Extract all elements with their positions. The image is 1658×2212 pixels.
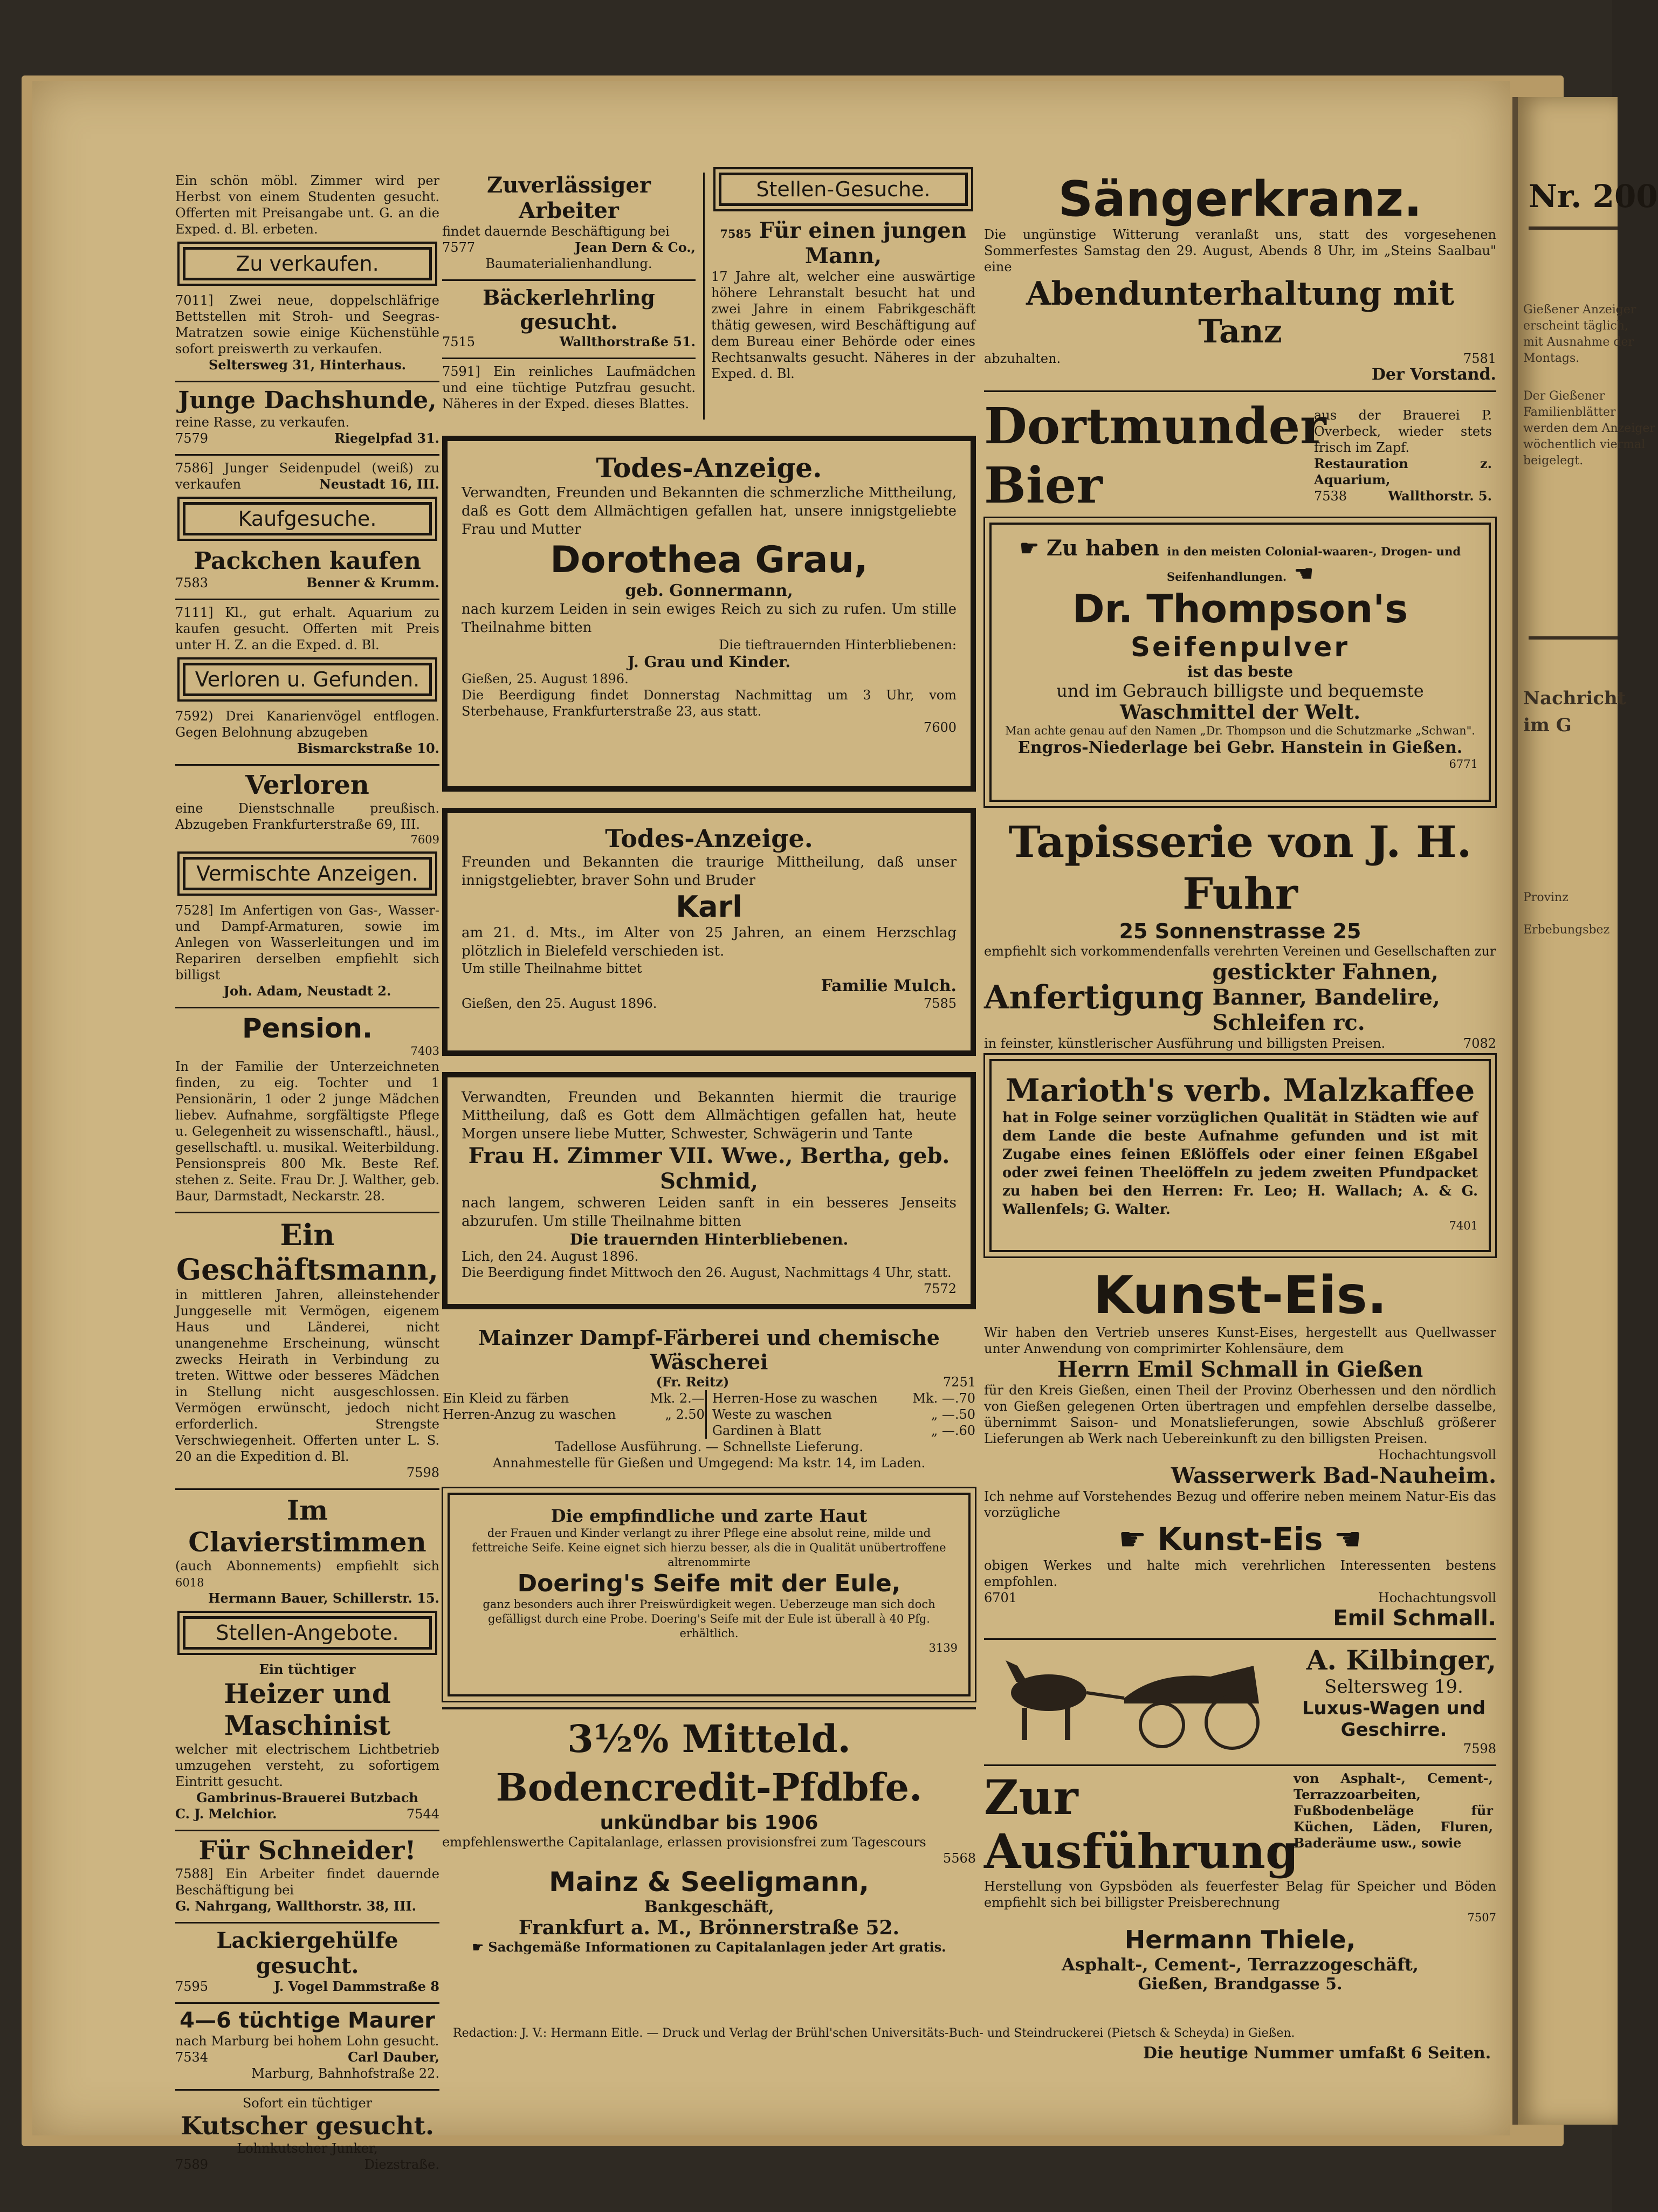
ad-title: Die empfindliche und zarte Haut: [551, 1506, 868, 1526]
bank-name: Mainz & Seeligmann,: [549, 1866, 869, 1898]
ad-aquarium: 7111] Kl., gut erhalt. Aquarium zu kaufen gesucht. Offerten mit Preis unter H. Z. an die Exped. d. Bl.: [175, 605, 439, 652]
notice-text: nach kurzem Leiden in sein ewiges Reich zu sich zu rufen. Um stille Theilnahme bitten: [462, 601, 957, 636]
ad-title: Mitteld. Bodencredit-Pfdbfe.: [496, 1716, 923, 1810]
ad-subtitle: Asphalt-, Cement-, Terrazzogeschäft,: [1062, 1954, 1419, 1975]
ad-address: Wallthorstr. 5.: [1388, 488, 1492, 504]
ad-heizer: [175, 1661, 439, 1822]
ad-slogan: Waschmittel der Welt.: [1120, 701, 1360, 724]
ad-subtitle: (Fr. Reitz): [656, 1374, 730, 1390]
restaurant-name: Restauration z. Aquarium,: [1314, 456, 1492, 487]
adjacent-text: Erbebungsbez: [1523, 923, 1610, 937]
ad-title: Packchen kaufen: [194, 547, 421, 575]
section-stellen-gesuche: Stellen-Gesuche.: [719, 173, 968, 206]
event-title: Abendunterhaltung mit Tanz: [1026, 275, 1455, 351]
ad-arbeiter: [442, 173, 696, 272]
divider: [442, 358, 696, 359]
carriage-illustration: [984, 1644, 1286, 1752]
adjacent-text: Montags.: [1523, 352, 1580, 365]
ad-canaries: [175, 708, 439, 757]
divider: [175, 1830, 439, 1831]
column-2: [442, 173, 976, 1963]
table-cell: „ —.50: [931, 1407, 975, 1422]
ad-kunst-eis: Kunst-Eis. Wir haben den Vertrieb unseres Kunst-Eises, hergestellt aus Quellwasser unter Anwendung von comprimirter Kohlensäure, dem Herrn Emil Schmall in Gießen für den Kreis Gießen, einen Theil der Provinz Oberhessen und den nördlich von Gießen gelegenen Orten übertragen und empfehlen derselbe dasselbe, übernimmt Saison- und Monatslieferungen, sowie Abschluß größerer Lieferungen ab Werk nach Uebereinkunft zu den billigsten Preisen. Hochachtungsvoll Wasserwerk Bad-Nauheim. Ich nehme auf Vorstehendes Bezug und offerire neben meinem Natur-Eis das vorzügliche ☛ Kunst-Eis ☚ obigen Werkes und halte mich verehrlichen Interessenten bestens empfohlen. 6701 Hochachtungsvoll Emil Schmall.: [984, 1265, 1496, 1631]
ad-number: 7583: [175, 575, 209, 590]
ad-number: 7507: [1467, 1911, 1496, 1924]
ad-beds: [175, 292, 439, 373]
ad-number: 7403: [410, 1045, 439, 1057]
ad-text: ist das beste: [1187, 663, 1294, 681]
ad-text: 7592) Drei Kanarienvögel entflogen. Gegen Belohnung abzugeben: [175, 709, 439, 740]
ad-firm: Benner & Krumm.: [306, 575, 439, 590]
ad-signature: Carl Dauber,: [348, 2049, 439, 2065]
ad-text: der Frauen und Kinder verlangt zu ihrer Pflege eine absolut reine, milde und fettreiche Seife. Keine eignet sich hierzu besser, als die in Qualität unübertroffene altrenommirte: [472, 1527, 946, 1569]
ad-title: Ein Geschäftsmann,: [176, 1218, 439, 1287]
ad-title: Tapisserie von J. H. Fuhr: [1008, 816, 1472, 919]
ad-signature: Joh. Adam, Neustadt 2.: [223, 983, 391, 999]
ad-pretitle: Sofort ein tüchtiger: [242, 2096, 373, 2111]
ad-address: Seltersweg 19.: [1324, 1676, 1463, 1698]
notice-date: Gießen, den 25. August 1896.: [462, 996, 657, 1011]
ad-address: Seltersweg 31, Hinterhaus.: [209, 357, 406, 373]
table-cell: Gardinen à Blatt: [706, 1423, 903, 1439]
notice-text: Verwandten, Freunden und Bekannten die schmerzliche Mittheilung, daß es Gott dem Allmächtigen gefallen hat, unsere innigstgeliebte Frau und Mutter: [462, 485, 957, 538]
notice-number: 7585: [923, 996, 957, 1011]
ad-subtitle: Baumaterialienhandlung.: [485, 256, 652, 271]
ad-dachshunds: [175, 387, 439, 446]
table-cell: Ein Kleid zu färben: [443, 1391, 569, 1406]
section-zu-verkaufen: Zu verkaufen.: [183, 247, 432, 280]
ad-signature: Hermann Bauer, Schillerstr. 15.: [208, 1590, 439, 1606]
table-cell: „ —.60: [931, 1423, 975, 1438]
funeral-info: Die Beerdigung findet Donnerstag Nachmittag um 3 Uhr, vom Sterbehause, Frankfurterstraße 23, aus statt.: [462, 688, 957, 719]
ad-number: 5568: [942, 1851, 976, 1866]
funeral-info: Die Beerdigung findet Mittwoch den 26. August, Nachmittags 4 Uhr, statt.: [462, 1265, 952, 1280]
ad-title: Zuverlässiger Arbeiter: [487, 173, 651, 223]
ad-text: ganz besonders auch ihrer Preiswürdigkeit wegen. Ueberzeuge man sich doch gefälligst durch eine Probe. Doering's Seife mit der Eule ist überall à 40 Pfg. erhältlich.: [483, 1598, 935, 1640]
ad-number: 7544: [406, 1806, 439, 1822]
ad-text: von Asphalt-, Cement-, Terrazzoarbeiten, Fußbodenbeläge für Küchen, Läden, Fluren, Baderäume usw., sowie: [1294, 1770, 1493, 1851]
product-name: Dr. Thompson's: [1072, 586, 1408, 631]
ad-maurer: [175, 2008, 439, 2082]
bank-type: Bankgeschäft,: [644, 1898, 774, 1916]
subcolumn-right: [703, 173, 975, 420]
ad-footer: Engros-Niederlage bei Gebr. Hanstein in Gießen.: [1017, 738, 1463, 757]
adjacent-text: Der Gießener: [1523, 389, 1605, 403]
ad-address: Marburg, Bahnhofstraße 22.: [251, 2066, 439, 2081]
ad-text: eine Dienstschnalle preußisch. Abzugeben Frankfurterstraße 69, III.: [175, 801, 439, 832]
price-table: [442, 1390, 976, 1439]
price-table-grid: [442, 1390, 976, 1439]
adjacent-page-number: Nr. 200: [1529, 178, 1658, 215]
ad-text: 17 Jahre alt, welcher eine auswärtige höhere Lehranstalt besucht hat und zwei Jahre in einem Fabrikgeschäft thätig gewesen, wird Beschäftigung auf dem Bureau einer Behörde oder eines Rechtsanwalts gesucht. Näheres in der Exped. d. Bl.: [711, 269, 975, 381]
ad-pension: [175, 1013, 439, 1204]
ad-thiele: [984, 1764, 1496, 1994]
ad-text: Die ungünstige Witterung veranlaßt uns, statt des vorgesehenen Sommerfestes Samstag den 29. August, Abends 8 Uhr, im „Steins Saalbau" eine: [984, 227, 1496, 274]
adjacent-page: [1512, 97, 1658, 2125]
adjacent-rule: [1529, 226, 1618, 230]
ad-malzkaffee: [989, 1059, 1491, 1252]
notice-text: am 21. d. Mts., im Alter von 25 Jahren, an einem Herzschlag plötzlich in Bielefeld verschieden ist.: [462, 925, 957, 959]
ad-title: Im Clavierstimmen: [188, 1494, 426, 1558]
ad-pretitle: Ein tüchtiger: [259, 1661, 356, 1677]
ad-lackierer: [175, 1928, 439, 1995]
ad-address: Neustadt 16, III.: [319, 476, 439, 492]
ad-subtitle: gestickter Fahnen, Banner, Bandelire, Schleifen rc.: [1212, 959, 1440, 1035]
ad-bank: [442, 1707, 976, 1955]
ad-title: Marioth's verb. Malzkaffee: [1005, 1072, 1475, 1109]
ad-title: Heizer und Maschinist: [224, 1678, 391, 1741]
mourners: Die trauernden Hinterbliebenen.: [569, 1231, 849, 1248]
mourners-label: Die tieftrauernden Hinterbliebenen:: [719, 637, 957, 652]
ad-kilbinger: [984, 1638, 1496, 1757]
notice-text: Verwandten, Freunden und Bekannten hiermit die traurige Mittheilung, daß es Gott dem Allmächtigen gefallen hat, heute Morgen unsere liebe Mutter, Schwester, Schwägerin und Tante: [462, 1089, 957, 1142]
ad-tapisserie: [984, 816, 1496, 1052]
ad-text: In der Familie der Unterzeichneten finden, zu eig. Tochter und 1 Pensionärin, 1 oder 2 junge Mädchen liebev. Aufnahme, sorgfältigste Pflege u. Gelegenheit zu wissenschaftl., häusl., gesellschaftl. u. musikal. Weiterbildung. Pensionspreis 800 Mk. Beste Ref. stehen z. Seite. Frau Dr. J. Walther, geb. Baur, Darmstadt, Neckarstr. 28.: [175, 1059, 439, 1204]
table-row: [442, 1406, 976, 1423]
ad-firm: Gambrinus-Brauerei Butzbach: [196, 1790, 418, 1805]
adjacent-text: Nachricht: [1523, 688, 1626, 709]
ad-name: Hermann Thiele,: [1124, 1925, 1356, 1954]
deceased-name: Karl: [676, 890, 742, 924]
divider: [175, 1488, 439, 1490]
page-count-note: Die heutige Nummer umfaßt 6 Seiten.: [1143, 2044, 1491, 2063]
divider: [175, 381, 439, 382]
ad-name: A. Kilbinger,: [1306, 1644, 1496, 1676]
bank-address: Frankfurt a. M., Brönnerstraße 52.: [518, 1916, 900, 1939]
ad-signature: Wasserwerk Bad-Nauheim.: [1171, 1463, 1496, 1488]
divider: [984, 390, 1496, 392]
ad-signature: C. J. Melchior.: [175, 1806, 277, 1822]
product-name: Kunst-Eis: [1157, 1521, 1323, 1557]
adjacent-text: Gießener Anzeiger: [1523, 303, 1636, 317]
bank-footer-text: Sachgemäße Informationen zu Capitalanlagen jeder Art gratis.: [488, 1939, 946, 1955]
ad-text: findet dauernde Beschäftigung bei: [442, 224, 670, 239]
adjacent-text: erscheint täglich,: [1523, 319, 1628, 333]
ad-verloren: [175, 770, 439, 847]
ad-signature: J. Vogel Dammstraße 8: [274, 1979, 439, 1994]
deceased-name: Dorothea Grau,: [550, 539, 868, 581]
death-notice-grau: [442, 436, 976, 792]
ad-text: hat in Folge seiner vorzüglichen Qualität in Städten wie auf dem Lande die beste Aufnahme gefunden und ist mit Zugabe eines feinen Eßlöffels oder einer feinen Eßgabel oder zwei feinen Theelöffeln zu jedem zweiten Pfundpacket zu haben bei den Herren: Fr. Leo; H. Wallach; A. & G. Wallenfels; G. Walter.: [1002, 1110, 1478, 1218]
ad-text: 7588] Ein Arbeiter findet dauernde Beschäftigung bei: [175, 1866, 439, 1898]
table-cell: [442, 1423, 642, 1439]
ad-plumbing: [175, 902, 439, 999]
ad-address: Diezstraße.: [364, 2157, 439, 2172]
adjacent-text: wöchentlich viermal: [1523, 438, 1646, 451]
ad-number: 7534: [175, 2050, 209, 2065]
bank-footer: ☛ Sachgemäße Informationen zu Capitalanlagen jeder Art gratis.: [472, 1939, 946, 1955]
notice-text: Freunden und Bekannten die traurige Mittheilung, daß unser innigstgeliebter, braver Sohn und Bruder: [462, 854, 957, 889]
column-3: [984, 173, 1496, 2001]
table-cell: Weste zu waschen: [706, 1406, 903, 1423]
ad-text: empfiehlt sich vorkommendenfalls verehrten Vereinen und Gesellschaften zur: [984, 944, 1496, 959]
ad-title: Lackiergehülfe gesucht.: [216, 1928, 398, 1979]
ad-kutscher: [175, 2095, 439, 2173]
ad-greeting: Hochachtungsvoll: [1378, 1590, 1496, 1605]
divider: [175, 599, 439, 600]
ad-businessman: [175, 1218, 439, 1481]
ad-dortmunder: [984, 396, 1496, 515]
section-vermischte: Vermischte Anzeigen.: [183, 857, 432, 890]
deceased-nee: geb. Gonnermann,: [625, 581, 793, 600]
ad-thompson: ☛ Zu haben in den meisten Colonial-waaren-, Drogen- und Seifenhandlungen. ☚ Dr. Thompson's Seifenpulver ist das beste und im Gebrauch billigste und bequemste Waschmittel der Welt. Man achte genau auf den Namen „Dr. Thompson und die Schutzmarke „Schwan". Engros-Niederlage bei Gebr. Hanstein in Gießen. 6771: [989, 523, 1491, 802]
ad-footer: in feinster, künstlerischer Ausführung und billigsten Preisen.: [984, 1036, 1386, 1051]
ad-text: Lohnkutscher Junker,: [237, 2141, 378, 2156]
ad-text: Ein schön möbl. Zimmer wird per Herbst von einem Studenten gesucht. Offerten mit Preisangabe unt. G. an die Exped. d. Bl. erbeten.: [175, 173, 439, 237]
notice-title: Todes-Anzeige.: [605, 824, 813, 853]
ad-title: Kunst-Eis.: [1093, 1265, 1387, 1325]
divider: [175, 764, 439, 766]
ad-number: 7589: [175, 2157, 209, 2172]
divider: [175, 1007, 439, 1008]
subcolumn-left: [442, 173, 696, 420]
ad-number: 7598: [1463, 1741, 1496, 1756]
adjacent-rule: [1529, 636, 1618, 640]
ad-number: 7401: [1449, 1219, 1478, 1232]
ad-signature: G. Nahrgang, Wallthorstr. 38, III.: [175, 1898, 416, 1914]
ad-text: in den meisten Colonial-waaren-, Drogen- und Seifenhandlungen.: [1167, 545, 1461, 583]
ad-number: 7082: [1463, 1036, 1496, 1051]
ad-pretitle: Zu haben: [1046, 535, 1160, 561]
death-notice-zimmer: [442, 1072, 976, 1309]
ad-footer: Annahmestelle für Gießen und Umgegend: Ma kstr. 14, im Laden.: [492, 1455, 926, 1471]
ad-number: 7579: [175, 431, 209, 446]
ad-number: 3139: [928, 1641, 958, 1654]
notice-title: Todes-Anzeige.: [596, 452, 822, 484]
ad-address: Bismarckstraße 10.: [297, 740, 439, 756]
adjacent-text: werden dem Anzeiger: [1523, 422, 1655, 435]
ad-text: reine Rasse, zu verkaufen.: [175, 415, 350, 430]
table-row: [442, 1423, 976, 1439]
section-stellen-angebote: Stellen-Angebote.: [183, 1616, 432, 1650]
ad-address: 25 Sonnenstrasse 25: [1119, 919, 1361, 943]
ad-dye-works: [442, 1325, 976, 1471]
ad-title: 4—6 tüchtige Maurer: [180, 2008, 435, 2033]
top-row: [442, 173, 976, 420]
ad-text: Ich nehme auf Vorstehendes Bezug und offerire neben meinem Natur-Eis das vorzügliche: [984, 1489, 1496, 1520]
table-cell: Herren-Hose zu waschen: [706, 1390, 903, 1406]
ad-text: 7528] Im Anfertigen von Gas-, Wasser- und Dampf-Armaturen, sowie im Anlegen von Wasserleitungen und im Repariren derselben empfiehlt sich billigst: [175, 903, 439, 983]
ad-baecker: [442, 285, 696, 350]
ad-text: 7586] Junger Seidenpudel (weiß) zu verkaufen: [175, 461, 439, 492]
ad-footer: Tadellose Ausführung. — Schnellste Lieferung.: [555, 1439, 863, 1454]
ad-keyword: Anfertigung: [984, 978, 1204, 1016]
ad-piano-tuning: [175, 1494, 439, 1606]
ad-number: 7595: [175, 1979, 209, 1994]
ad-firm: Jean Dern & Co.,: [575, 239, 696, 255]
section-verloren-gefunden: Verloren u. Gefunden.: [183, 663, 432, 696]
ad-text: und im Gebrauch billigste und bequemste: [1056, 681, 1424, 701]
ad-number: 7598: [406, 1465, 439, 1480]
ad-text: in mittleren Jahren, alleinstehender Junggeselle mit Vermögen, eigenem Haus und Länderei, nicht unangenehme Erscheinung, wünscht zwecks Heirath in Verbindung zu treten. Wittwe oder besseres Mädchen in Stellung nicht ausgeschlossen. Vermögen erwünscht, jedoch nicht erforderlich. Strengste Verschwiegenheit. Offerten unter L. S. 20 an die Expedition d. Bl.: [175, 1287, 439, 1464]
ad-poodle: [175, 460, 439, 492]
table-row: [442, 1390, 976, 1406]
ad-number: 7577: [442, 240, 476, 255]
ad-text: nach Marburg bei hohem Lohn gesucht.: [175, 2034, 439, 2049]
ad-text: Wir haben den Vertrieb unseres Kunst-Eises, hergestellt aus Quellwasser unter Anwendung von comprimirter Kohlensäure, dem: [984, 1325, 1496, 1356]
table-cell: Herren-Anzug zu waschen: [443, 1407, 616, 1422]
ad-room-wanted: [175, 173, 439, 237]
ad-note: Man achte genau auf den Namen „Dr. Thompson und die Schutzmarke „Schwan".: [1005, 724, 1475, 737]
mourners: J. Grau und Kinder.: [627, 653, 791, 671]
ad-text: welcher mit electrischem Lichtbetrieb umzugehen versteht, zu sofortigem Eintritt gesucht.: [175, 1742, 439, 1789]
ad-title: Für Schneider!: [198, 1836, 416, 1866]
notice-text: Um stille Theilnahme bittet: [462, 961, 642, 976]
ad-number: 7251: [942, 1375, 976, 1390]
table-cell: „ 2.50: [665, 1407, 705, 1422]
notice-date: Lich, den 24. August 1896.: [462, 1249, 639, 1264]
table-cell: Mk. —.70: [912, 1391, 975, 1406]
ad-signature: Emil Schmall.: [1333, 1606, 1496, 1631]
ad-text: für den Kreis Gießen, einen Theil der Provinz Oberhessen und den nördlich von Gießen gelegenen Orten übertragen und empfehlen derselbe dasselbe, übernimmt Saison- und Monatslieferungen, sowie Abschluß größerer Lieferungen ab Werk nach Uebereinkunft zu den billigsten Preisen.: [984, 1383, 1496, 1446]
product-name: Doering's Seife mit der Eule,: [517, 1570, 901, 1597]
ad-signature: Der Vorstand.: [1371, 365, 1496, 384]
ad-text: 7011] Zwei neue, doppelschläfrige Bettstellen mit Stroh- und Seegras-Matratzen sowie einige Küchenstühle sofort preiswerth zu verkaufen.: [175, 293, 439, 356]
ad-kilbinger-text: [1291, 1644, 1496, 1757]
death-notice-karl: [442, 808, 976, 1056]
ad-title: Junge Dachshunde,: [178, 387, 437, 414]
divider: [175, 454, 439, 456]
ad-number: 6701: [984, 1590, 1017, 1605]
ad-address: Wallthorstraße 51.: [559, 334, 696, 349]
ad-number: 7538: [1314, 489, 1347, 504]
ad-title: Zur Ausführung: [984, 1769, 1299, 1879]
ad-text: aus der Brauerei P. Overbeck, wieder stets frisch im Zapf.: [1314, 408, 1492, 455]
ad-text: empfehlenswerthe Capitalanlage, erlassen provisionsfrei zum Tagescours: [442, 1835, 926, 1850]
adjacent-text: Familienblätter: [1523, 406, 1616, 419]
notice-date: Gießen, 25. August 1896.: [462, 671, 629, 686]
deceased-name: Frau H. Zimmer VII. Wwe., Bertha, geb. Schmid,: [468, 1143, 950, 1194]
ad-text: (auch Abonnements) empfiehlt sich: [175, 1558, 439, 1574]
ad-text: obigen Werkes und halte mich verehrlichen Interessenten bestens empfohlen.: [984, 1558, 1496, 1589]
table-cell: [642, 1423, 706, 1439]
ad-dortmunder-side: [1314, 407, 1492, 504]
ad-schneider: [175, 1836, 439, 1914]
ad-name: Herrn Emil Schmall in Gießen: [1057, 1357, 1423, 1382]
interest-rate: 3½%: [567, 1716, 669, 1761]
ad-title: Bäckerlehrling gesucht.: [483, 285, 655, 334]
mourners: Familie Mulch.: [821, 977, 957, 995]
ad-title: Sängerkranz.: [1058, 171, 1422, 228]
ad-subtitle: unkündbar bis 1906: [600, 1812, 818, 1834]
ad-address: Gießen, Brandgasse 5.: [1138, 1975, 1343, 1994]
notice-text: nach langem, schweren Leiden sanft in ein besseres Jenseits abzurufen. Um stille Theilnahme bitten: [462, 1195, 957, 1229]
ad-title: Kutscher gesucht.: [180, 2111, 435, 2140]
ad-number: 7585: [720, 227, 752, 241]
adjacent-text: mit Ausnahme der: [1523, 335, 1634, 349]
ad-laufmaedchen: 7591] Ein reinliches Laufmädchen und eine tüchtige Putzfrau gesucht. Näheres in der Exped. dieses Blattes.: [442, 364, 696, 411]
ad-number: 7515: [442, 334, 476, 349]
divider: [175, 2002, 439, 2004]
adjacent-text: im G: [1523, 715, 1572, 736]
ad-subtitle: Luxus-Wagen und Geschirre.: [1302, 1698, 1486, 1741]
ad-number: 7609: [410, 833, 439, 846]
divider: [175, 2089, 439, 2091]
divider: [175, 1212, 439, 1213]
adjacent-text: Provinz: [1523, 891, 1568, 904]
notice-number: 7600: [923, 720, 957, 735]
divider: [175, 1922, 439, 1924]
ad-saengerkranz: [984, 173, 1496, 383]
ad-text: abzuhalten.: [984, 351, 1061, 366]
ad-number: 7581: [1463, 351, 1496, 366]
product-type: Seifenpulver: [1130, 631, 1350, 663]
ad-title: Mainzer Dampf-Färberei und chemische Wäscherei: [478, 1325, 940, 1374]
ad-number: 6771: [1449, 758, 1478, 771]
ad-number: 6018: [175, 1576, 204, 1589]
ad-packchen: [175, 547, 439, 591]
ad-title: Dortmunder Bier: [984, 397, 1326, 514]
ad-address: Riegelpfad 31.: [334, 430, 439, 446]
adjacent-text: beigelegt.: [1523, 454, 1584, 468]
ad-title: Pension.: [242, 1013, 373, 1044]
ad-doering-soap: [448, 1493, 971, 1696]
section-kaufgesuche: Kaufgesuche.: [183, 502, 432, 535]
divider: [442, 279, 696, 281]
column-1: [175, 173, 439, 2180]
ad-junger-mann: [711, 218, 975, 382]
ad-greeting: Hochachtungsvoll: [1378, 1447, 1496, 1462]
notice-number: 7572: [923, 1281, 957, 1296]
ad-title: Für einen jungen Mann,: [759, 218, 967, 269]
ad-title: Verloren: [245, 770, 369, 800]
imprint: Redaction: J. V.: Hermann Eitle. — Druck und Verlag der Brühl'schen Universitäts-Buch- und Steindruckerei (Pietsch & Scheyda) in Gießen.: [453, 2026, 1295, 2040]
table-cell: Mk. 2.—: [650, 1391, 705, 1406]
ad-text: Herstellung von Gypsböden als feuerfester Belag für Speicher und Böden empfiehlt sich bei billigster Preisberechnung: [984, 1879, 1496, 1910]
